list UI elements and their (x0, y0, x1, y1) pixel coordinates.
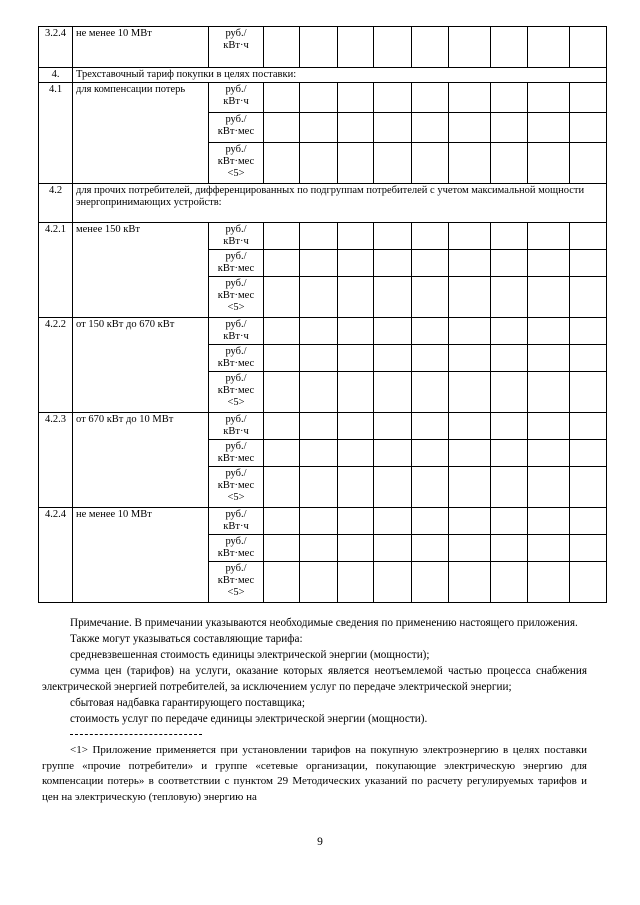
value-cell (374, 277, 412, 318)
table-row (39, 508, 607, 535)
unit-cell: руб./ кВт·ч (209, 508, 264, 535)
value-cell (300, 467, 338, 508)
value-cell (300, 250, 338, 277)
value-cell (264, 277, 300, 318)
value-cell (300, 413, 338, 440)
value-cell (374, 413, 412, 440)
value-cell (264, 413, 300, 440)
value-cell (570, 467, 607, 508)
row-label: менее 150 кВт (73, 223, 209, 318)
component-item-4: стоимость услуг по передаче единицы электрической энергии (мощности). (70, 713, 428, 725)
value-cell (338, 413, 374, 440)
page-number: 9 (317, 836, 323, 848)
value-cell (412, 535, 449, 562)
value-cell (338, 535, 374, 562)
value-cell (570, 277, 607, 318)
value-cell (491, 345, 528, 372)
table-row (39, 27, 607, 68)
value-cell (412, 318, 449, 345)
value-cell (528, 83, 570, 113)
value-cell (374, 535, 412, 562)
value-cell (491, 372, 528, 413)
unit-cell: руб./ кВт·мес <5> (209, 562, 264, 603)
value-cell (570, 562, 607, 603)
value-cell (570, 345, 607, 372)
value-cell (449, 345, 491, 372)
value-cell (528, 372, 570, 413)
value-cell (491, 143, 528, 184)
value-cell (264, 372, 300, 413)
value-cell (264, 345, 300, 372)
value-cell (449, 535, 491, 562)
value-cell (528, 440, 570, 467)
value-cell (264, 223, 300, 250)
section-heading: для прочих потребителей, дифференцированных по подгруппам потребителей с учетом максимальной мощности энергопринимающих устройств: (73, 184, 607, 223)
component-item-3: сбытовая надбавка гарантирующего поставщика; (70, 697, 305, 709)
value-cell (570, 113, 607, 143)
value-cell (374, 113, 412, 143)
value-cell (264, 113, 300, 143)
value-cell (264, 440, 300, 467)
value-cell (570, 372, 607, 413)
components-intro: Также могут указываться составляющие тарифа: (70, 633, 303, 645)
value-cell (528, 318, 570, 345)
value-cell (449, 508, 491, 535)
value-cell (570, 83, 607, 113)
value-cell (528, 27, 570, 68)
unit-cell: руб./ кВт·мес <5> (209, 467, 264, 508)
value-cell (412, 277, 449, 318)
section-heading: Трехставочный тариф покупки в целях поставки: (73, 68, 607, 83)
value-cell (491, 535, 528, 562)
value-cell (449, 467, 491, 508)
value-cell (300, 372, 338, 413)
value-cell (264, 250, 300, 277)
value-cell (570, 318, 607, 345)
value-cell (491, 413, 528, 440)
value-cell (338, 83, 374, 113)
value-cell (570, 143, 607, 184)
value-cell (528, 223, 570, 250)
value-cell (338, 223, 374, 250)
value-cell (338, 143, 374, 184)
value-cell (300, 345, 338, 372)
value-cell (338, 318, 374, 345)
value-cell (300, 508, 338, 535)
table-row (39, 413, 607, 440)
value-cell (528, 508, 570, 535)
value-cell (374, 27, 412, 68)
value-cell (528, 113, 570, 143)
value-cell (412, 27, 449, 68)
value-cell (528, 345, 570, 372)
value-cell (491, 562, 528, 603)
value-cell (449, 83, 491, 113)
component-item-1: средневзвешенная стоимость единицы электрической энергии (мощности); (70, 649, 430, 661)
value-cell (300, 318, 338, 345)
value-cell (528, 535, 570, 562)
value-cell (491, 27, 528, 68)
value-cell (491, 467, 528, 508)
unit-cell: руб./ кВт·мес <5> (209, 372, 264, 413)
value-cell (300, 277, 338, 318)
value-cell (374, 345, 412, 372)
value-cell (412, 467, 449, 508)
value-cell (570, 223, 607, 250)
value-cell (264, 318, 300, 345)
value-cell (264, 143, 300, 184)
value-cell (449, 250, 491, 277)
unit-cell: руб./ кВт·ч (209, 27, 264, 68)
value-cell (449, 27, 491, 68)
value-cell (300, 223, 338, 250)
row-number: 4.2.1 (39, 223, 73, 318)
value-cell (528, 413, 570, 440)
value-cell (264, 535, 300, 562)
unit-cell: руб./ кВт·мес <5> (209, 277, 264, 318)
value-cell (449, 223, 491, 250)
value-cell (338, 277, 374, 318)
value-cell (570, 250, 607, 277)
row-label: не менее 10 МВт (73, 508, 209, 603)
value-cell (449, 143, 491, 184)
value-cell (412, 345, 449, 372)
value-cell (300, 27, 338, 68)
section-heading-row (39, 68, 607, 83)
value-cell (449, 440, 491, 467)
value-cell (528, 250, 570, 277)
value-cell (528, 277, 570, 318)
value-cell (570, 440, 607, 467)
row-label: не менее 10 МВт (73, 27, 209, 68)
value-cell (528, 143, 570, 184)
unit-cell: руб./ кВт·мес (209, 440, 264, 467)
value-cell (412, 250, 449, 277)
value-cell (449, 562, 491, 603)
value-cell (374, 318, 412, 345)
value-cell (338, 562, 374, 603)
value-cell (338, 440, 374, 467)
row-label: от 150 кВт до 670 кВт (73, 318, 209, 413)
value-cell (338, 467, 374, 508)
value-cell (449, 277, 491, 318)
value-cell (374, 372, 412, 413)
value-cell (374, 440, 412, 467)
value-cell (412, 372, 449, 413)
unit-cell: руб./ кВт·мес (209, 250, 264, 277)
unit-cell: руб./ кВт·ч (209, 223, 264, 250)
row-label: от 670 кВт до 10 МВт (73, 413, 209, 508)
value-cell (570, 27, 607, 68)
value-cell (338, 250, 374, 277)
value-cell (412, 440, 449, 467)
value-cell (491, 508, 528, 535)
value-cell (338, 27, 374, 68)
value-cell (570, 508, 607, 535)
footnote-1: <1> Приложение применяется при установлении тарифов на покупную электроэнергию в целях поставки группе «прочие потребители» и группе «сетевые организации, покупающие электрическую энергию для компенсации потерь» в соответствии с пунктом 29 Методических указаний по расчету регулируемых тарифов и цен на электрическую (тепловую) энергию на (42, 744, 587, 803)
row-number: 4. (39, 68, 73, 83)
value-cell (374, 562, 412, 603)
value-cell (264, 27, 300, 68)
table-row (39, 223, 607, 250)
value-cell (300, 535, 338, 562)
row-label: для компенсации потерь (73, 83, 209, 184)
row-number: 4.2 (39, 184, 73, 223)
value-cell (491, 318, 528, 345)
tariff-table (38, 26, 607, 603)
unit-cell: руб./ кВт·ч (209, 318, 264, 345)
value-cell (570, 413, 607, 440)
unit-cell: руб./ кВт·мес <5> (209, 143, 264, 184)
row-number: 3.2.4 (39, 27, 73, 68)
section-heading-row (39, 184, 607, 223)
unit-cell: руб./ кВт·мес (209, 113, 264, 143)
value-cell (449, 413, 491, 440)
value-cell (338, 113, 374, 143)
value-cell (300, 143, 338, 184)
value-cell (491, 250, 528, 277)
value-cell (374, 467, 412, 508)
value-cell (264, 467, 300, 508)
value-cell (528, 467, 570, 508)
value-cell (491, 223, 528, 250)
component-item-2: сумма цен (тарифов) на услуги, оказание которых является неотъемлемой частью процесса снабжения электрической энергией потребителей, за исключением услуг по передаче электрической энергии; (42, 665, 587, 693)
value-cell (374, 143, 412, 184)
row-number: 4.1 (39, 83, 73, 184)
value-cell (338, 345, 374, 372)
value-cell (374, 223, 412, 250)
value-cell (374, 250, 412, 277)
value-cell (264, 83, 300, 113)
value-cell (412, 223, 449, 250)
row-number: 4.2.3 (39, 413, 73, 508)
value-cell (300, 440, 338, 467)
value-cell (412, 508, 449, 535)
value-cell (491, 440, 528, 467)
value-cell (264, 508, 300, 535)
value-cell (491, 113, 528, 143)
value-cell (412, 143, 449, 184)
value-cell (449, 372, 491, 413)
unit-cell: руб./ кВт·мес (209, 345, 264, 372)
value-cell (491, 83, 528, 113)
value-cell (528, 562, 570, 603)
value-cell (412, 562, 449, 603)
value-cell (338, 372, 374, 413)
value-cell (491, 277, 528, 318)
value-cell (570, 535, 607, 562)
value-cell (374, 83, 412, 113)
unit-cell: руб./ кВт·ч (209, 83, 264, 113)
value-cell (300, 113, 338, 143)
value-cell (449, 318, 491, 345)
unit-cell: руб./ кВт·ч (209, 413, 264, 440)
value-cell (412, 83, 449, 113)
value-cell (300, 562, 338, 603)
value-cell (338, 508, 374, 535)
table-row (39, 318, 607, 345)
value-cell (374, 508, 412, 535)
row-number: 4.2.2 (39, 318, 73, 413)
note-paragraph: Примечание. В примечании указываются необходимые сведения по применению настоящего приложения. (70, 617, 578, 629)
table-row (39, 83, 607, 113)
value-cell (412, 413, 449, 440)
value-cell (300, 83, 338, 113)
value-cell (264, 562, 300, 603)
row-number: 4.2.4 (39, 508, 73, 603)
value-cell (412, 113, 449, 143)
unit-cell: руб./ кВт·мес (209, 535, 264, 562)
value-cell (449, 113, 491, 143)
footnote-separator (70, 734, 202, 735)
notes-section (42, 615, 587, 805)
